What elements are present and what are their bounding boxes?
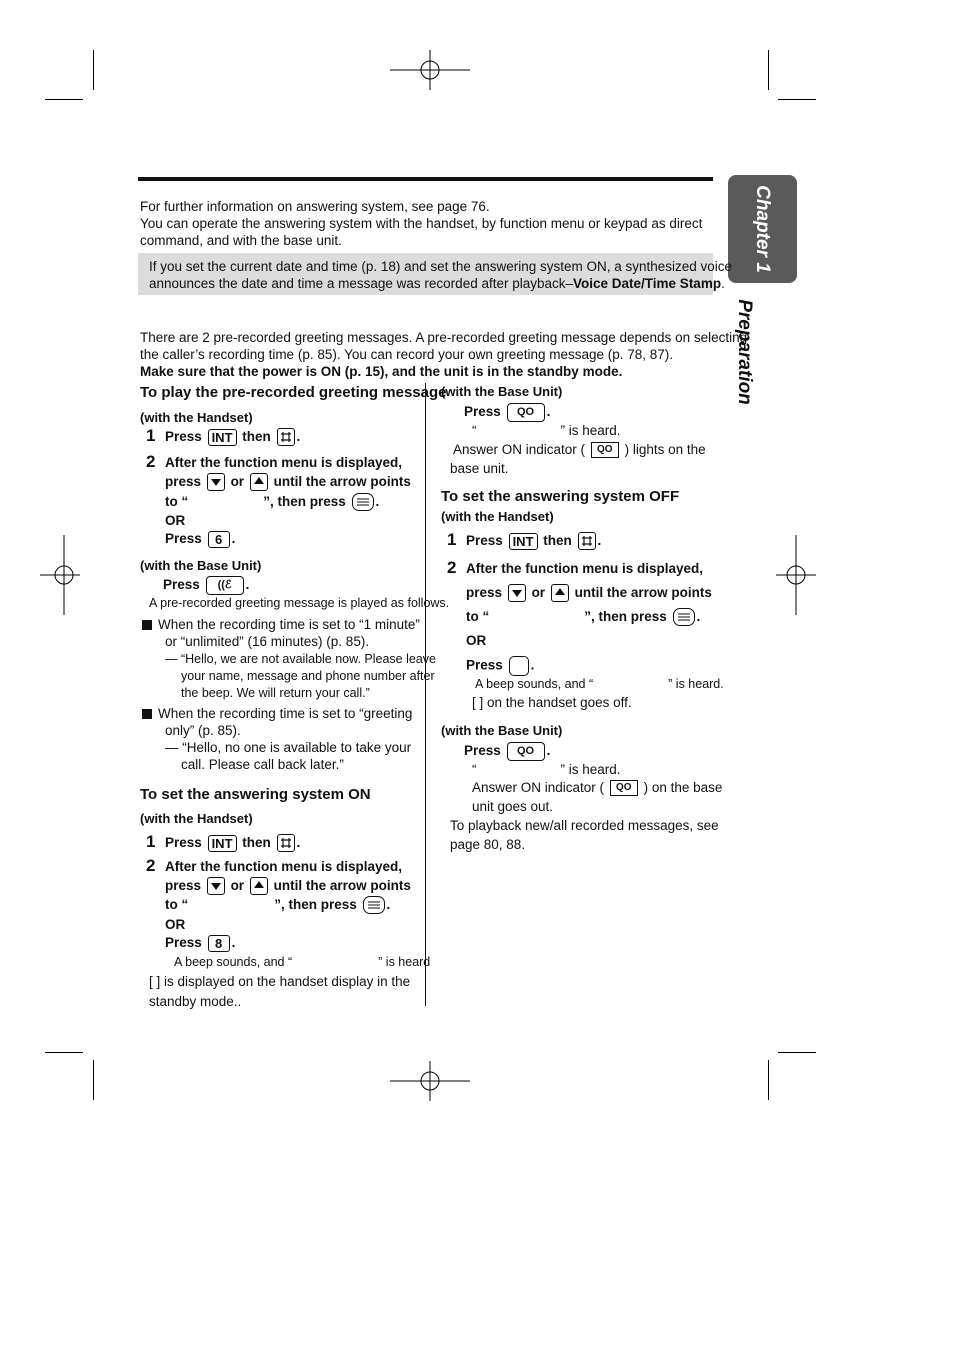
greeting-intro-1: There are 2 pre-recorded greeting messages. A pre-recorded greeting message depends on selecting	[140, 330, 748, 345]
right-with-base-label: (with the Base Unit)	[441, 384, 563, 399]
on-step-1-text: Press INT then .	[165, 835, 301, 851]
off-step-2-line-3: to “ ”, then press .	[466, 608, 700, 626]
bullet-1-quote-2: your name, message and phone number after	[181, 669, 435, 683]
menu-key-icon	[363, 896, 385, 914]
playback-line-1: To playback new/all recorded messages, see	[450, 818, 719, 833]
with-handset-label: (with the Handset)	[140, 410, 253, 425]
step-2-line-3: to “ ”, then press .	[165, 493, 379, 511]
press-6-text: Press 6 .	[165, 531, 236, 547]
off-step-2-number: 2	[447, 558, 457, 577]
intercom-key-icon	[578, 532, 596, 550]
intro-line-2: You can operate the answering system with the handset, by function menu or keypad as direct	[140, 216, 703, 231]
int-key-icon: INT	[208, 429, 237, 446]
registration-target-right	[776, 535, 816, 615]
answer-on-indicator-icon: QO	[591, 442, 619, 458]
on-heading: To set the answering system ON	[140, 786, 371, 803]
answer-on-indicator-line-2: base unit.	[450, 461, 509, 476]
off-step-1-number: 1	[447, 530, 457, 549]
off-heading: To set the answering system OFF	[441, 488, 680, 505]
bullet-1-quote-3: the beep. We will return your call.”	[181, 686, 370, 700]
column-divider	[425, 383, 426, 1006]
bullet-2-line-2: only” (p. 85).	[165, 723, 241, 738]
bullet-1-quote-1: — “Hello, we are not available now. Please leave	[165, 652, 436, 666]
on-beep-heard: A beep sounds, and “ ” is heard	[174, 955, 431, 969]
press-8-text: Press 8 .	[165, 935, 236, 951]
right-is-heard: “ ” is heard.	[472, 423, 621, 438]
up-arrow-key-icon	[551, 584, 569, 602]
intercom-key-icon	[277, 428, 295, 446]
intercom-key-icon	[277, 834, 295, 852]
answer-on-key-icon: QO	[507, 403, 545, 422]
play-greeting-heading: To play the pre-recorded greeting message	[140, 384, 447, 401]
intro-line-3: command, and with the base unit.	[140, 233, 342, 248]
off-right-is-heard: “ ” is heard.	[472, 762, 621, 777]
press-greeting-check: Press ((ℰ .	[163, 576, 249, 595]
registration-target-left	[40, 535, 80, 615]
bullet-2-quote-1: — “Hello, no one is available to take your	[165, 740, 412, 755]
off-indicator-line-2: unit goes out.	[472, 799, 554, 814]
off-beep-heard: A beep sounds, and “ ” is heard.	[475, 677, 724, 691]
note-line-2: announces the date and time a message was recorded after playback–Voice Date/Time Stamp.	[149, 276, 725, 291]
note-line-1: If you set the current date and time (p. 18) and set the answering system ON, a synthesized voice	[149, 259, 733, 274]
right-press-answer-on: Press QO .	[464, 403, 550, 422]
off-with-base-label: (with the Base Unit)	[441, 723, 563, 738]
on-step-2-line-3: to “ ”, then press .	[165, 896, 390, 914]
bullet-square-icon	[142, 709, 152, 719]
off-indicator-line-1: Answer ON indicator ( QO ) on the base	[472, 780, 723, 795]
key-6-icon: 6	[208, 531, 230, 548]
bullet-1: When the recording time is set to “1 minute”	[142, 616, 420, 633]
menu-key-icon	[352, 493, 374, 511]
chapter-tab	[728, 175, 797, 283]
answer-on-indicator-icon: QO	[610, 780, 638, 796]
greeting-intro-2: the caller’s recording time (p. 85). You can record your own greeting message (p. 78, 87).	[140, 347, 674, 362]
down-arrow-key-icon	[207, 473, 225, 491]
menu-key-icon	[673, 608, 695, 626]
greeting-intro-3: Make sure that the power is ON (p. 15), and the unit is in the standby mode.	[140, 364, 623, 379]
int-key-icon: INT	[509, 533, 538, 550]
up-arrow-key-icon	[250, 473, 268, 491]
down-arrow-key-icon	[207, 877, 225, 895]
greeting-check-key-icon: ((ℰ	[206, 576, 244, 595]
answer-on-key-icon: QO	[507, 742, 545, 761]
on-step-2-line-1: After the function menu is displayed,	[165, 859, 403, 874]
press-off-key: Press .	[466, 656, 534, 676]
answer-on-indicator-line-1: Answer ON indicator ( QO ) lights on the	[453, 442, 706, 457]
off-or-label: OR	[466, 633, 487, 648]
on-step-2-number: 2	[146, 856, 156, 875]
off-with-handset-label: (with the Handset)	[441, 509, 554, 524]
on-displayed-line-1: [ ] is displayed on the handset display in the	[149, 974, 411, 989]
played-as-follows: A pre-recorded greeting message is played as follows.	[149, 596, 450, 610]
on-with-handset-label: (with the Handset)	[140, 811, 253, 826]
or-label: OR	[165, 513, 186, 528]
step-2-number: 2	[146, 452, 156, 471]
step-1-text: Press INT then .	[165, 429, 301, 445]
on-step-1-number: 1	[146, 832, 156, 851]
registration-target-bottom	[390, 1061, 470, 1101]
bullet-square-icon	[142, 620, 152, 630]
int-key-icon: INT	[208, 835, 237, 852]
down-arrow-key-icon	[508, 584, 526, 602]
step-2-line-2: press or until the arrow points	[165, 473, 411, 491]
with-base-label: (with the Base Unit)	[140, 558, 262, 573]
intro-line-1: For further information on answering system, see page 76.	[140, 199, 490, 214]
top-rule	[138, 177, 713, 181]
key-8-icon: 8	[208, 935, 230, 952]
off-key-icon	[509, 656, 529, 676]
step-2-line-1: After the function menu is displayed,	[165, 455, 403, 470]
bullet-1-line-2: or “unlimited” (16 minutes) (p. 85).	[165, 634, 370, 649]
off-step-2-line-2: press or until the arrow points	[466, 584, 712, 602]
up-arrow-key-icon	[250, 877, 268, 895]
registration-target-top	[390, 50, 470, 90]
on-or-label: OR	[165, 917, 186, 932]
step-1-number: 1	[146, 426, 156, 445]
off-step-1-text: Press INT then .	[466, 533, 602, 549]
bullet-2: When the recording time is set to “greeting	[142, 705, 412, 722]
bullet-2-quote-2: call. Please call back later.”	[181, 757, 344, 772]
on-step-2-line-2: press or until the arrow points	[165, 877, 411, 895]
section-label: Preparation	[734, 299, 755, 405]
off-press-answer-on: Press QO .	[464, 742, 550, 761]
off-step-2-line-1: After the function menu is displayed,	[466, 561, 704, 576]
off-goes-off: [ ] on the handset goes off.	[472, 695, 632, 710]
chapter-label: Chapter 1	[752, 185, 773, 273]
on-displayed-line-2: standby mode..	[149, 994, 242, 1009]
playback-line-2: page 80, 88.	[450, 837, 526, 852]
